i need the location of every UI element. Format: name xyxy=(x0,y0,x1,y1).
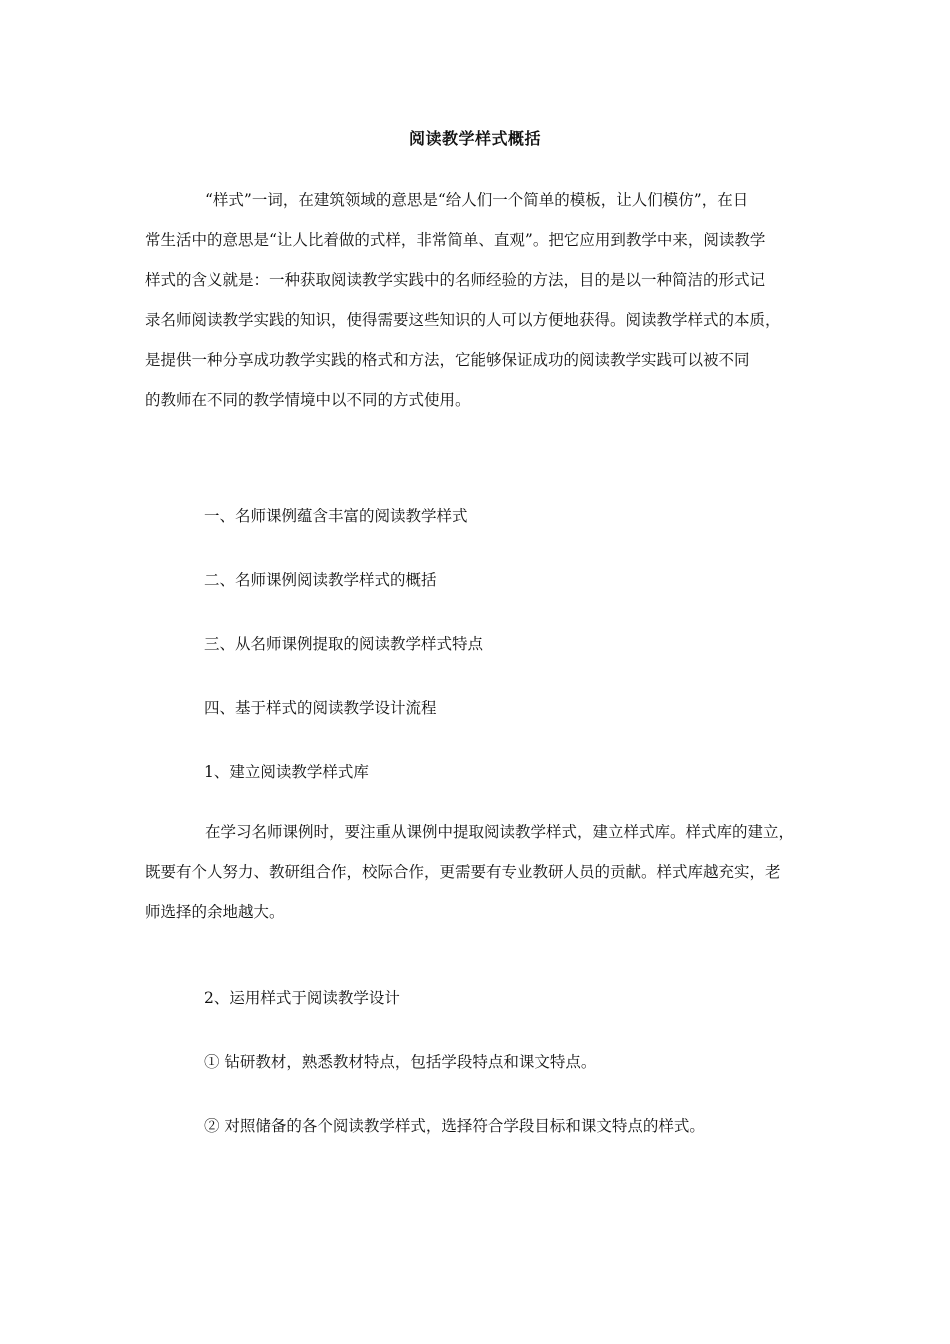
document-title: 阅读教学样式概括 xyxy=(408,129,541,148)
intro-line: 样式的含义就是：一种获取阅读教学实践中的名师经验的方法，目的是以一种简洁的形式记 xyxy=(145,271,766,289)
section-heading-1: 一、名师课例蕴含丰富的阅读教学样式 xyxy=(204,507,468,525)
subsection-1-line: 师选择的余地越大。 xyxy=(145,903,285,921)
step-item-2: ② 对照储备的各个阅读教学样式，选择符合学段目标和课文特点的样式。 xyxy=(204,1117,705,1135)
intro-line: 常生活中的意思是“让人比着做的式样，非常简单、直观”。把它应用到教学中来，阅读教学 xyxy=(145,231,766,249)
intro-line: “样式”一词，在建筑领域的意思是“给人们一个简单的模板，让人们模仿”，在日 xyxy=(205,191,749,209)
intro-line: 录名师阅读教学实践的知识，使得需要这些知识的人可以方便地获得。阅读教学样式的本质， xyxy=(145,311,781,329)
intro-paragraph xyxy=(145,180,810,420)
subsection-1-line: 既要有个人努力、教研组合作，校际合作，更需要有专业教研人员的贡献。样式库越充实，老 xyxy=(145,863,781,881)
section-heading-4: 四、基于样式的阅读教学设计流程 xyxy=(204,699,437,717)
section-heading-3: 三、从名师课例提取的阅读教学样式特点 xyxy=(204,635,484,653)
intro-line: 是提供一种分享成功教学实践的格式和方法，它能够保证成功的阅读教学实践可以被不同 xyxy=(145,351,750,369)
step-item-1: ① 钻研教材，熟悉教材特点，包括学段特点和课文特点。 xyxy=(204,1053,597,1071)
subsection-1-paragraph xyxy=(145,812,810,932)
subsection-heading-2: 2、运用样式于阅读教学设计 xyxy=(204,989,400,1007)
subsection-heading-1: 1、建立阅读教学样式库 xyxy=(204,763,369,781)
subsection-1-line: 在学习名师课例时，要注重从课例中提取阅读教学样式，建立样式库。样式库的建立， xyxy=(205,823,795,841)
section-heading-2: 二、名师课例阅读教学样式的概括 xyxy=(204,571,437,589)
intro-line: 的教师在不同的教学情境中以不同的方式使用。 xyxy=(145,391,471,409)
